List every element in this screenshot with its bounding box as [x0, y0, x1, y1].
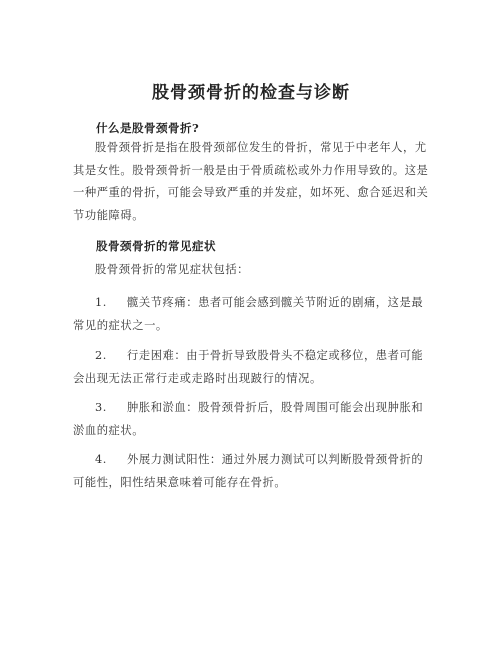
list-item-text: 髋关节疼痛：患者可能会感到髋关节附近的剧痛，这是最常见的症状之一。: [73, 296, 424, 332]
document-title: 股骨颈骨折的检查与诊断: [152, 83, 350, 103]
list-item: [73, 449, 429, 494]
list-item: [73, 397, 429, 442]
list-item-number: 2.: [95, 349, 107, 362]
list-item: [73, 292, 429, 337]
section-paragraph-definition: 股骨颈骨折是指在股骨颈部位发生的骨折，常见于中老年人，尤其是女性。股骨颈骨折一般是由于骨质疏松或外力作用导致的。这是一种严重的骨折，可能会导致严重的并发症，如坏死、愈合延迟和关节功能障碍。: [73, 141, 429, 222]
list-item-number: 3.: [95, 401, 107, 414]
list-item: [73, 345, 429, 390]
section-heading-what-is: 什么是股骨颈骨折?: [96, 121, 200, 135]
list-item-text: 肿胀和淤血：股骨颈骨折后，股骨周围可能会出现肿胀和淤血的症状。: [73, 401, 424, 437]
section-heading-symptoms: 股骨颈骨折的常见症状: [96, 239, 216, 253]
list-item-number: 1.: [95, 296, 107, 309]
list-item-number: 4.: [95, 453, 107, 466]
symptoms-intro: 股骨颈骨折的常见症状包括：: [95, 263, 250, 276]
list-item-text: 外展力测试阳性：通过外展力测试可以判断股骨颈骨折的可能性，阳性结果意味着可能存在骨折。: [73, 453, 424, 489]
list-item-text: 行走困难：由于骨折导致股骨头不稳定或移位，患者可能会出现无法正常行走或走路时出现跛行的情况。: [73, 349, 424, 385]
